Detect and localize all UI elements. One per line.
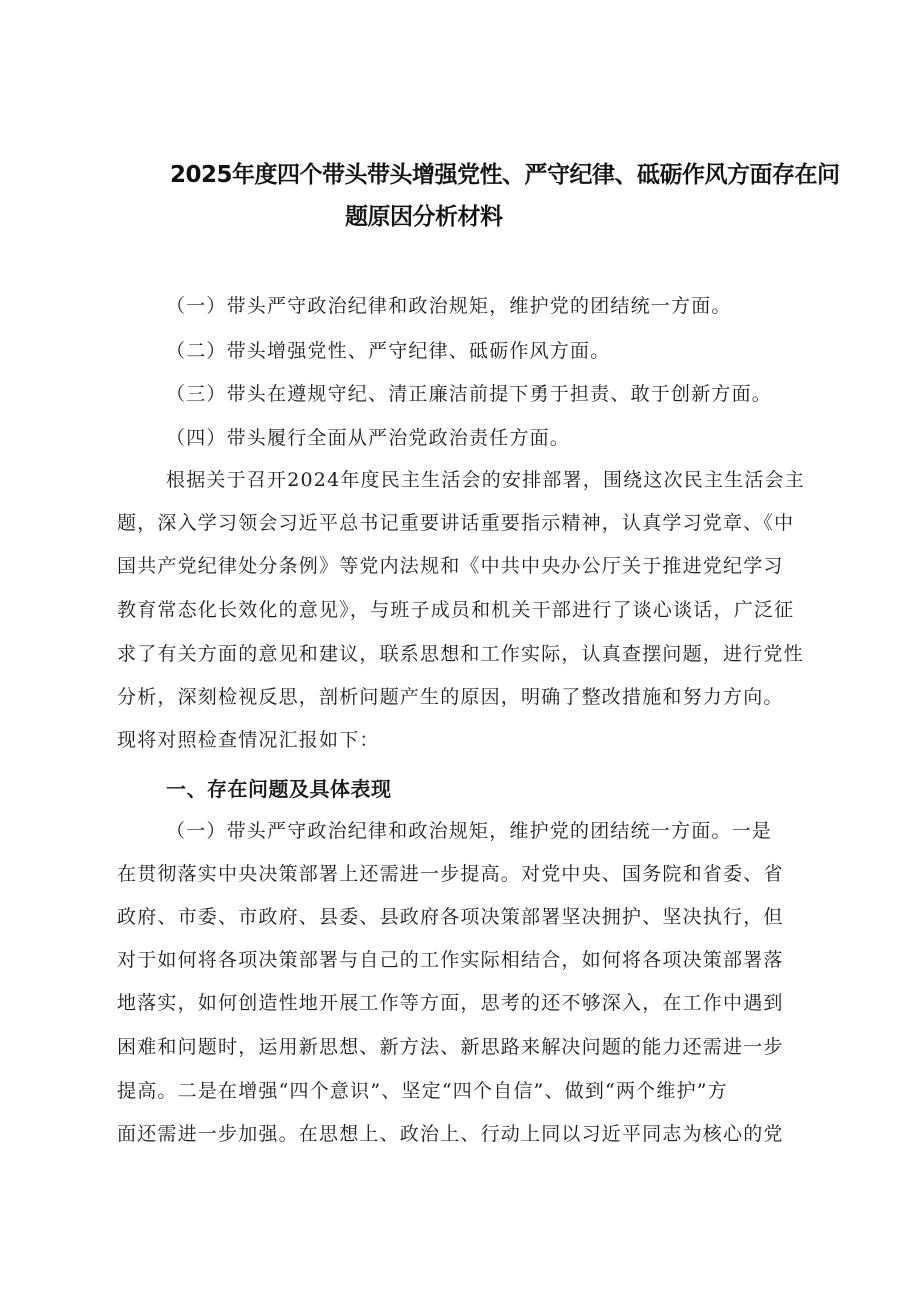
- section-1-line-4: 对于如何将各项决策部署与自己的工作实际相结合，如何将各项决策部署落: [117, 949, 784, 971]
- section-1-line-1: （一）带头严守政治纪律和政治规矩，维护党的团结统一方面。一是: [166, 820, 773, 842]
- intro-line-1: 根据关于召开2024年度民主生活会的安排部署，围绕这次民主生活会主: [166, 469, 805, 491]
- section-1-line-7: 提高。二是在增强“四个意识”、坚定“四个自信”、做到“两个维护”方: [117, 1080, 728, 1102]
- section-1-line-3: 政府、市委、市政府、县委、县政府各项决策部署坚决拥护、坚决执行，但: [117, 906, 784, 928]
- section-1-line-6: 困难和问题时，运用新思想、新方法、新思路来解决问题的能力还需进一步: [117, 1036, 784, 1058]
- intro-line-4: 教育常态化长效化的意见》，与班子成员和机关干部进行了谈心谈话，广泛征: [117, 599, 795, 621]
- section-1-heading: 一、存在问题及具体表现: [166, 777, 392, 801]
- outline-item-4: （四）带头履行全面从严治党政治责任方面。: [166, 427, 571, 449]
- document-title-line-1: 2025年度四个带头带头增强党性、严守纪律、砥砺作风方面存在问: [170, 162, 840, 188]
- intro-line-6: 分析，深刻检视反思，剖析问题产生的原因，明确了整改措施和努力方向。: [117, 686, 784, 708]
- outline-item-3: （三）带头在遵规守纪、清正廉洁前提下勇于担责、敢于创新方面。: [166, 383, 773, 405]
- intro-line-2: 题，深入学习领会习近平总书记重要讲话重要指示精神，认真学习党章、《中: [117, 512, 795, 534]
- document-title-line-2: 题原因分析材料: [345, 204, 503, 230]
- intro-line-3: 国共产党纪律处分条例》等党内法规和《中共中央办公厅关于推进党纪学习: [117, 555, 784, 577]
- section-1-line-2: 在贯彻落实中央决策部署上还需进一步提高。对党中央、国务院和省委、省: [117, 863, 784, 885]
- intro-line-5: 求了有关方面的意见和建议，联系思想和工作实际，认真查摆问题，进行党性: [117, 643, 804, 665]
- section-1-line-8: 面还需进一步加强。在思想上、政治上、行动上同以习近平同志为核心的党: [117, 1123, 784, 1145]
- intro-line-7: 现将对照检查情况汇报如下：: [117, 729, 380, 751]
- outline-item-2: （二）带头增强党性、严守纪律、砥砺作风方面。: [166, 340, 611, 362]
- section-1-line-5: 地落实，如何创造性地开展工作等方面，思考的还不够深入，在工作中遇到: [117, 992, 784, 1014]
- outline-item-1: （一）带头严守政治纪律和政治规矩，维护党的团结统一方面。: [166, 295, 732, 317]
